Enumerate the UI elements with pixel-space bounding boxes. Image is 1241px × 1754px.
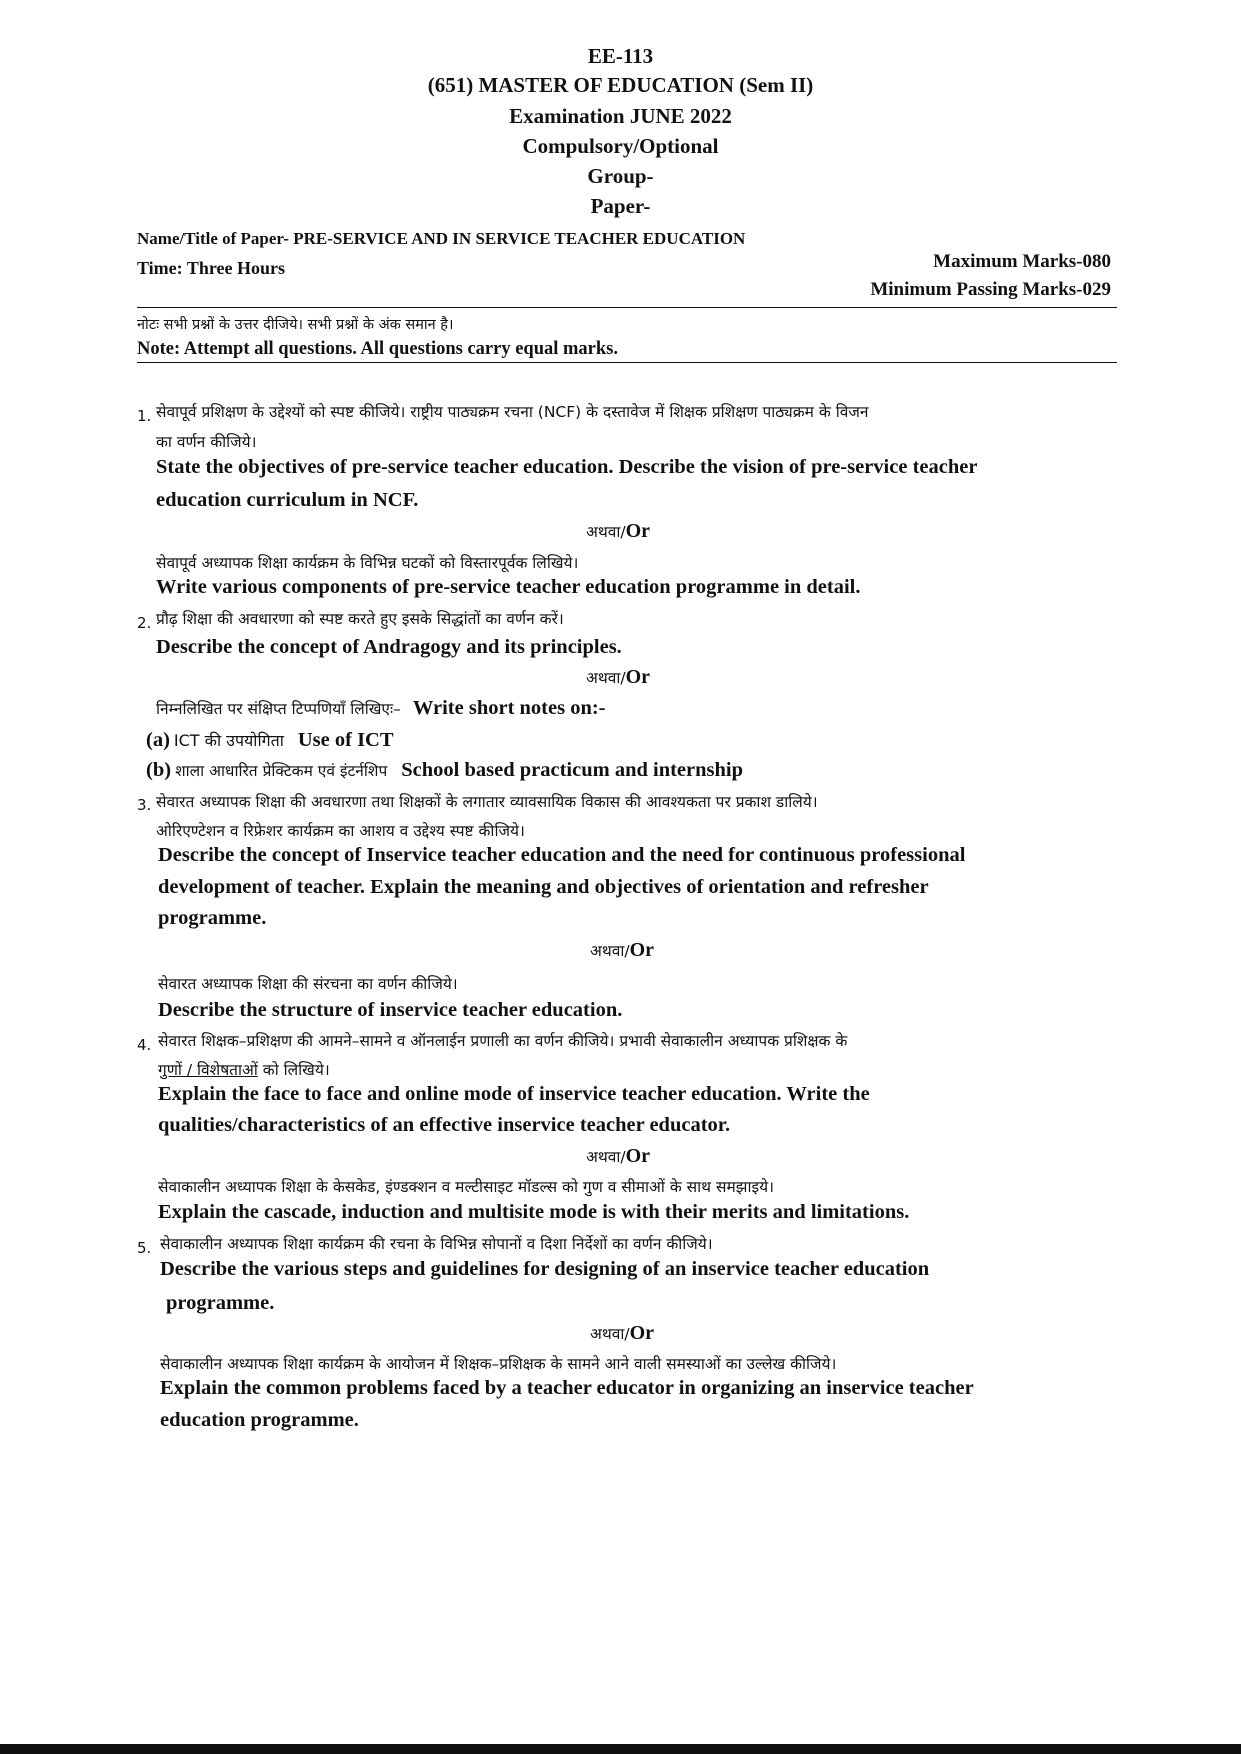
time-label: Time: Three Hours: [137, 258, 285, 278]
q1-or-divider: अथवा/Or: [586, 520, 651, 542]
q2-short-notes-heading: निम्नलिखित पर संक्षिप्त टिप्पणियाँ लिखिएः– Write short notes on:-: [156, 697, 606, 719]
note-english: Note: Attempt all questions. All questions carry equal marks.: [137, 339, 618, 359]
q1-alt-english: Write various components of pre-service teacher education programme in detail.: [156, 576, 861, 598]
bottom-rule: [137, 362, 1117, 363]
group-label: Group-: [587, 164, 654, 188]
q4-english-line1: Explain the face to face and online mode of inservice teacher education. Write the: [158, 1083, 870, 1105]
q5-alt-english-line1: Explain the common problems faced by a teacher educator in organizing an inservice teacher: [160, 1377, 974, 1399]
q1-number: 1.: [137, 407, 152, 425]
q3-number: 3.: [137, 796, 152, 814]
q5-alt-english-line2: education programme.: [160, 1409, 359, 1431]
q3-hindi-line1: सेवारत अध्यापक शिक्षा की अवधारणा तथा शिक्षकों के लगातार व्यावसायिक विकास की आवश्यकता पर प्रकाश डालिये।: [156, 793, 818, 811]
q3-english-line2: development of teacher. Explain the meaning and objectives of orientation and refresher: [158, 876, 929, 898]
paper-code: EE-113: [587, 44, 654, 68]
paper-type: Compulsory/Optional: [522, 134, 719, 158]
q4-alt-english: Explain the cascade, induction and multisite mode is with their merits and limitations.: [158, 1201, 910, 1223]
paper-label: Paper-: [590, 194, 651, 218]
q5-alt-hindi: सेवाकालीन अध्यापक शिक्षा कार्यक्रम के आयोजन में शिक्षक–प्रशिक्षक के सामने आने वाली समस्याओं का उल्लेख कीजिये।: [160, 1355, 837, 1373]
q5-hindi-line1: सेवाकालीन अध्यापक शिक्षा कार्यक्रम की रचना के विभिन्न सोपानों व दिशा निर्देशों का वर्णन कीजिये।: [160, 1235, 713, 1253]
q3-hindi-line2: ओरिएण्टेशन व रिफ्रेशर कार्यक्रम का आशय व उद्देश्य स्पष्ट कीजिये।: [156, 822, 525, 840]
q2-or-divider: अथवा/Or: [586, 666, 651, 688]
q4-number: 4.: [137, 1036, 152, 1054]
q3-alt-english: Describe the structure of inservice teacher education.: [158, 999, 623, 1021]
q4-hindi-line2: गुणों / विशेषताओं को लिखिये।: [158, 1061, 330, 1079]
q2-number: 2.: [137, 614, 152, 632]
q4-or-divider: अथवा/Or: [586, 1145, 651, 1167]
top-rule: [137, 307, 1117, 308]
max-marks: Maximum Marks-080: [933, 251, 1111, 272]
q4-hindi-line1: सेवारत शिक्षक–प्रशिक्षण की आमने–सामने व ऑनलाईन प्रणाली का वर्णन कीजिये। प्रभावी सेवाकालीन अध्यापक प्रशिक्षक के: [158, 1032, 848, 1050]
note-hindi: नोटः सभी प्रश्नों के उत्तर दीजिये। सभी प्रश्नों के अंक समान है।: [137, 317, 454, 333]
q2-note-a: (a) ICT की उपयोगिता Use of ICT: [146, 729, 394, 751]
course-title: (651) MASTER OF EDUCATION (Sem II): [427, 73, 814, 97]
q3-alt-hindi: सेवारत अध्यापक शिक्षा की संरचना का वर्णन कीजिये।: [158, 975, 458, 993]
q2-note-b: (b) शाला आधारित प्रेक्टिकम एवं इंटर्नशिप School based practicum and internship: [146, 759, 744, 781]
q5-english-line2: programme.: [166, 1292, 275, 1314]
q3-english-line1: Describe the concept of Inservice teacher education and the need for continuous professional: [158, 844, 966, 866]
q5-or-divider: अथवा/Or: [590, 1322, 655, 1344]
q1-hindi-line2: का वर्णन कीजिये।: [156, 433, 257, 451]
q1-hindi-line1: सेवापूर्व प्रशिक्षण के उद्देश्यों को स्पष्ट कीजिये। राष्ट्रीय पाठ्यक्रम रचना (NCF) के दस्तावेज में शिक्षक प्रशिक्षण पाठ्यक्रम के विजन: [156, 403, 869, 421]
paper-title: Name/Title of Paper- PRE-SERVICE AND IN SERVICE TEACHER EDUCATION: [137, 229, 746, 248]
q1-english-line2: education curriculum in NCF.: [156, 489, 419, 511]
q1-english-line1: State the objectives of pre-service teacher education. Describe the vision of pre-service teacher: [156, 456, 978, 478]
q2-english-line1: Describe the concept of Andragogy and its principles.: [156, 636, 622, 658]
scan-bottom-edge: [0, 1744, 1241, 1754]
q3-or-divider: अथवा/Or: [590, 939, 655, 961]
exam-session: Examination JUNE 2022: [509, 104, 732, 128]
q1-alt-hindi: सेवापूर्व अध्यापक शिक्षा कार्यक्रम के विभिन्न घटकों को विस्तारपूर्वक लिखिये।: [156, 554, 579, 572]
q4-english-line2: qualities/characteristics of an effective inservice teacher educator.: [158, 1114, 731, 1136]
q5-english-line1: Describe the various steps and guidelines for designing of an inservice teacher education: [160, 1258, 930, 1280]
q3-english-line3: programme.: [158, 907, 267, 929]
q5-number: 5.: [137, 1239, 152, 1257]
q4-alt-hindi: सेवाकालीन अध्यापक शिक्षा के केसकेड, इंण्डक्शन व मल्टीसाइट मॉडल्स को गुण व सीमाओं के साथ समझाइये।: [158, 1178, 774, 1196]
q2-hindi-line1: प्रौढ़ शिक्षा की अवधारणा को स्पष्ट करते हुए इसके सिद्धांतों का वर्णन करें।: [156, 610, 564, 628]
min-marks: Minimum Passing Marks-029: [870, 279, 1111, 300]
